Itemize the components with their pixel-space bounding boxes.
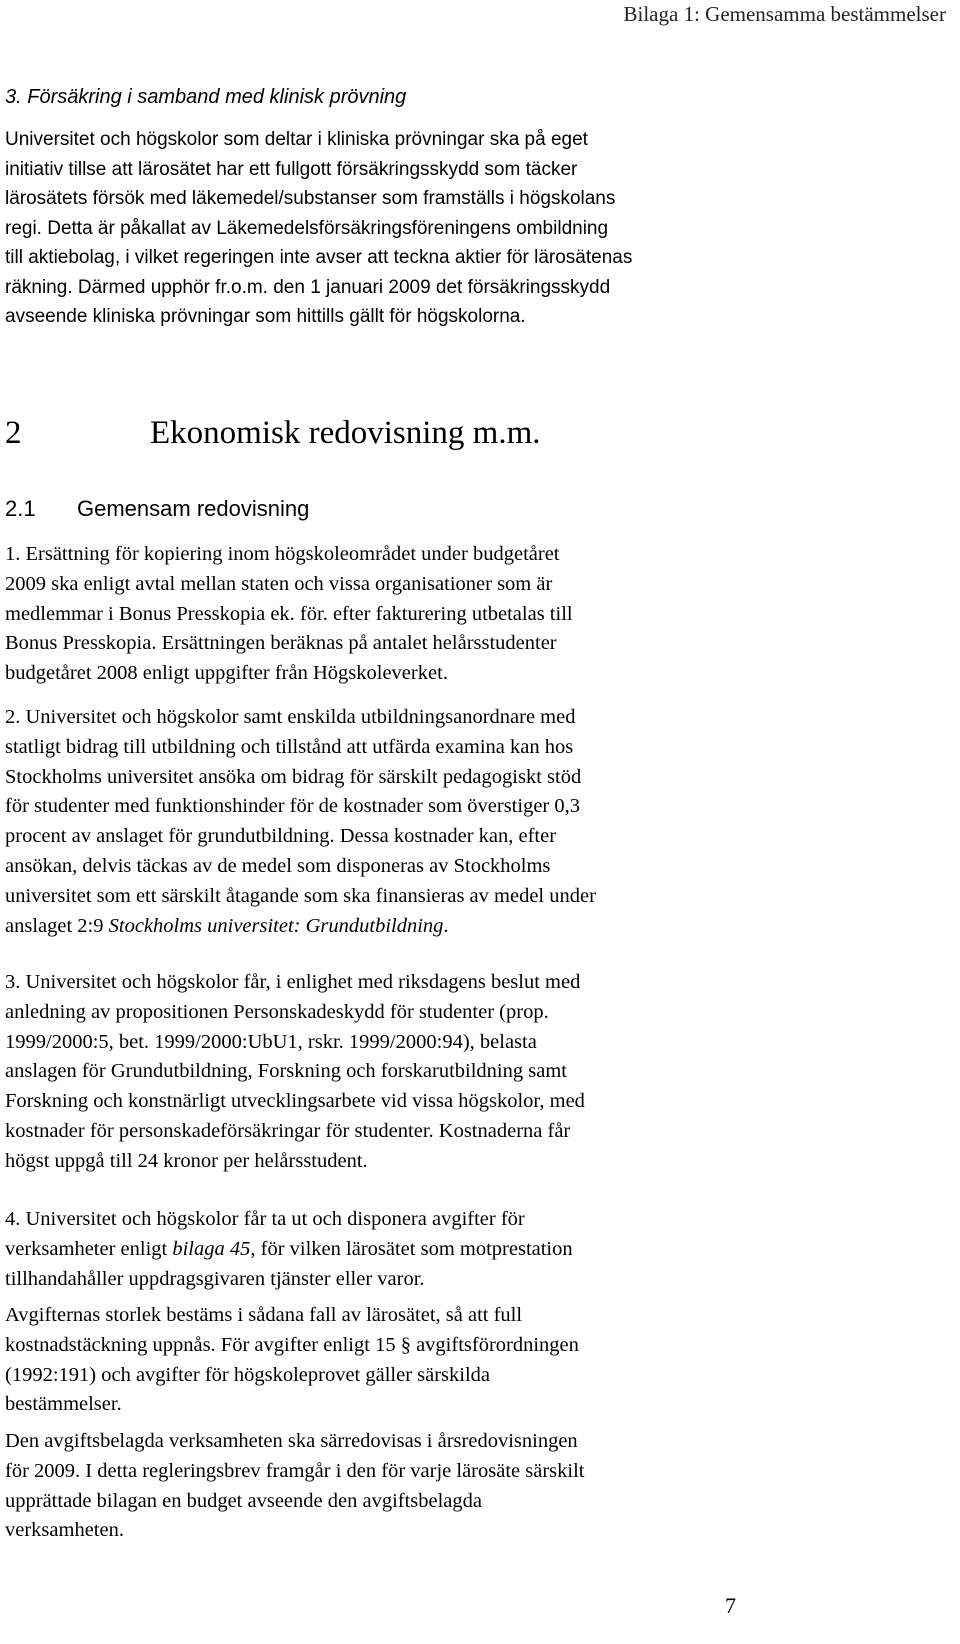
text-line: statligt bidrag till utbildning och tillstånd att utfärda examina kan hos bbox=[5, 735, 574, 758]
text-line: Universitet och högskolor som deltar i kliniska prövningar ska på eget bbox=[5, 129, 588, 150]
text-line: 1999/2000:5, bet. 1999/2000:UbU1, rskr. 1999/2000:94), belasta bbox=[5, 1030, 537, 1053]
text-line: 4. Universitet och högskolor får ta ut och disponera avgifter för bbox=[5, 1208, 525, 1230]
page-header: Bilaga 1: Gemensamma bestämmelser bbox=[623, 2, 946, 26]
text-line: 2. Universitet och högskolor samt enskilda utbildningsanordnare med bbox=[5, 706, 576, 728]
paragraph-1 bbox=[5, 540, 940, 689]
heading-2 bbox=[5, 415, 541, 452]
text-line: 2009 ska enligt avtal mellan staten och vissa organisationer som är bbox=[5, 572, 553, 595]
heading-2-1 bbox=[5, 496, 309, 522]
text-line: regi. Detta är påkallat av Läkemedelsförsäkringsföreningens ombildning bbox=[5, 217, 609, 239]
heading-2-number: 2 bbox=[5, 415, 22, 451]
text-line: medlemmar i Bonus Presskopia ek. för. efter fakturering utbetalas till bbox=[5, 602, 573, 625]
italic-reference: bilaga 45 bbox=[172, 1237, 251, 1260]
text-segment: verksamheter enligt bbox=[5, 1237, 173, 1260]
text-line: kostnadstäckning uppnås. För avgifter enligt 15 § avgiftsförordningen bbox=[5, 1333, 579, 1356]
italic-reference: Stockholms universitet: Grundutbildning bbox=[108, 914, 444, 937]
text-line: högst uppgå till 24 kronor per helårsstudent. bbox=[5, 1149, 368, 1172]
text-line: Stockholms universitet ansöka om bidrag för särskilt pedagogiskt stöd bbox=[5, 765, 582, 788]
text-line bbox=[5, 912, 940, 942]
text-line: 3. Universitet och högskolor får, i enlighet med riksdagens beslut med bbox=[5, 971, 581, 993]
text-line: Forskning och konstnärligt utvecklingsarbete vid vissa högskolor, med bbox=[5, 1090, 585, 1113]
heading-2-title: Ekonomisk redovisning m.m. bbox=[150, 415, 541, 451]
text-line: Bonus Presskopia. Ersättningen beräknas på antalet helårsstudenter bbox=[5, 632, 557, 655]
text-line: (1992:191) och avgifter för högskoleprovet gäller särskilda bbox=[5, 1363, 491, 1386]
text-line: Den avgiftsbelagda verksamheten ska särredovisas i årsredovisningen bbox=[5, 1430, 578, 1452]
heading-2-1-number: 2.1 bbox=[5, 496, 36, 521]
section-3-heading: 3. Försäkring i samband med klinisk prövning bbox=[5, 86, 407, 108]
paragraph-4 bbox=[5, 1205, 940, 1294]
text-segment: , för vilken lärosätet som motprestation bbox=[250, 1237, 573, 1260]
text-line: för 2009. I detta regleringsbrev framgår i den för varje lärosäte särskilt bbox=[5, 1459, 585, 1482]
text-segment: anslaget 2:9 bbox=[5, 914, 109, 937]
text-line: anslagen för Grundutbildning, Forskning och forskarutbildning samt bbox=[5, 1060, 567, 1083]
text-line: bestämmelser. bbox=[5, 1393, 122, 1416]
text-line: procent av anslaget för grundutbildning. Dessa kostnader kan, efter bbox=[5, 825, 557, 848]
text-line: ansökan, delvis täckas av de medel som disponeras av Stockholms bbox=[5, 854, 551, 877]
text-line: lärosätets försök med läkemedel/substanser som framställs i högskolans bbox=[5, 188, 616, 209]
text-line bbox=[5, 1235, 940, 1265]
text-line: budgetåret 2008 enligt uppgifter från Högskoleverket. bbox=[5, 662, 448, 685]
section-3-paragraph bbox=[5, 125, 940, 332]
paragraph-3 bbox=[5, 968, 940, 1177]
text-line: kostnader för personskadeförsäkringar för studenter. Kostnaderna får bbox=[5, 1119, 571, 1142]
page-number: 7 bbox=[725, 1593, 736, 1618]
text-line: för studenter med funktionshinder för de kostnader som överstiger 0,3 bbox=[5, 795, 581, 818]
text-line: initiativ tillse att lärosätet har ett fullgott försäkringsskydd som täcker bbox=[5, 158, 578, 180]
text-line: tillhandahåller uppdragsgivaren tjänster eller varor. bbox=[5, 1267, 425, 1290]
heading-2-1-title: Gemensam redovisning bbox=[77, 496, 310, 521]
paragraph-6 bbox=[5, 1427, 940, 1546]
text-line: till aktiebolag, i vilket regeringen inte avser att teckna aktier för lärosätenas bbox=[5, 247, 633, 268]
text-line: 1. Ersättning för kopiering inom högskoleområdet under budgetåret bbox=[5, 543, 560, 565]
text-line: universitet som ett särskilt åtagande som ska finansieras av medel under bbox=[5, 884, 596, 907]
text-line: verksamheten. bbox=[5, 1519, 124, 1542]
text-line: upprättade bilagan en budget avseende den avgiftsbelagda bbox=[5, 1489, 483, 1512]
paragraph-2 bbox=[5, 703, 940, 941]
text-segment: . bbox=[443, 914, 449, 937]
paragraph-5 bbox=[5, 1301, 940, 1420]
text-line: Avgifternas storlek bestäms i sådana fall av lärosätet, så att full bbox=[5, 1304, 523, 1326]
text-line: anledning av propositionen Personskadeskydd för studenter (prop. bbox=[5, 1000, 549, 1023]
text-line: avseende kliniska prövningar som hittills gällt för högskolorna. bbox=[5, 306, 526, 327]
text-line: räkning. Därmed upphör fr.o.m. den 1 januari 2009 det försäkringsskydd bbox=[5, 276, 611, 298]
